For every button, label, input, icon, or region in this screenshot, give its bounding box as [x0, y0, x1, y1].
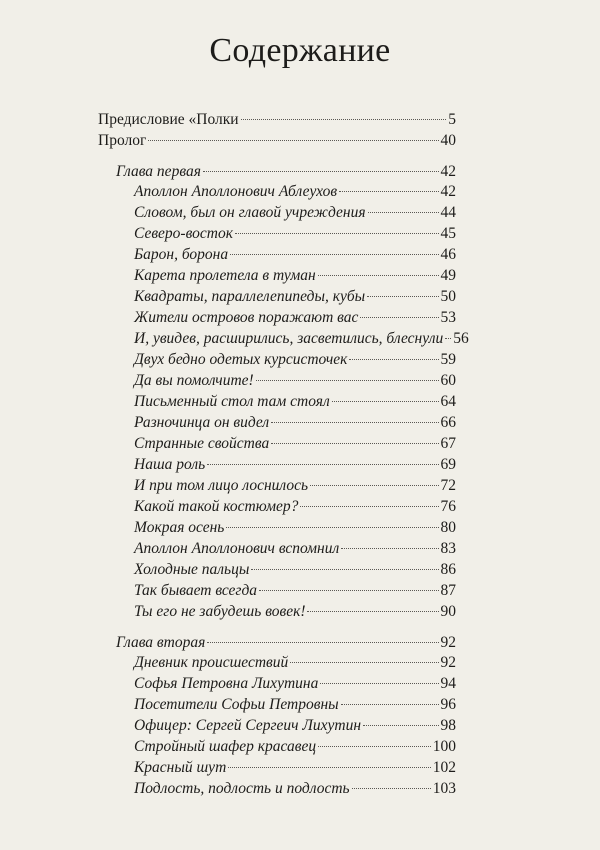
toc-page-number: 92	[440, 634, 456, 651]
toc-entry[interactable]	[134, 371, 456, 391]
dot-leader	[259, 590, 438, 591]
toc-entry[interactable]	[134, 737, 456, 757]
toc-entry-label: Аполлон Аполлонович вспомнил	[134, 540, 340, 557]
toc-entry[interactable]	[134, 476, 456, 496]
toc-entry-label: Наша роль	[134, 456, 206, 473]
toc-entry-label: Ты его не забудешь вовек!	[134, 603, 306, 620]
toc-entry-label: Двух бедно одетых курсисточек	[134, 351, 348, 368]
toc-entry-label: Квадраты, параллелепипеды, кубы	[134, 288, 366, 305]
toc-entry[interactable]	[134, 674, 456, 694]
toc-entry-label: И, увидев, расширились, засветились, блеснули	[134, 330, 444, 347]
toc-page-number: 90	[440, 603, 456, 620]
toc-entry-label: Карета пролетела в туман	[134, 267, 316, 284]
toc-page-number: 56	[453, 330, 469, 347]
toc-entry-label: Мокрая осень	[134, 519, 225, 536]
toc-entry[interactable]	[134, 455, 456, 475]
toc-page-number: 94	[440, 675, 456, 692]
toc-chapter-2[interactable]	[116, 633, 456, 653]
toc-page-number: 87	[440, 582, 456, 599]
toc-page-number: 83	[440, 540, 456, 557]
dot-leader	[207, 464, 438, 465]
toc-entry[interactable]	[134, 539, 456, 559]
toc-page-number: 5	[448, 111, 456, 128]
toc-page-number: 40	[440, 132, 456, 149]
toc-entry-preface[interactable]	[98, 110, 456, 130]
toc-entry-label: Предисловие «Полки	[98, 111, 239, 128]
dot-leader	[226, 527, 438, 528]
dot-leader	[310, 485, 438, 486]
toc-entry-label: Разночинца он видел	[134, 414, 270, 431]
toc-entry[interactable]	[134, 287, 456, 307]
toc-entry[interactable]	[134, 758, 456, 778]
toc-entry-label: Глава первая	[116, 163, 201, 180]
toc-entry[interactable]	[134, 653, 456, 673]
dot-leader	[228, 767, 430, 768]
dot-leader	[368, 212, 439, 213]
toc-entry[interactable]	[134, 224, 456, 244]
dot-leader	[203, 171, 439, 172]
toc-entry-label: Странные свойства	[134, 435, 270, 452]
toc-entry[interactable]	[134, 329, 469, 349]
toc-page-number: 98	[440, 717, 456, 734]
page-title: Содержание	[209, 32, 391, 69]
toc-page-number: 42	[440, 163, 456, 180]
dot-leader	[320, 683, 438, 684]
toc-page-number: 60	[440, 372, 456, 389]
dot-leader	[363, 725, 438, 726]
dot-leader	[241, 119, 447, 120]
toc-page-number: 66	[440, 414, 456, 431]
toc-page-number: 72	[440, 477, 456, 494]
dot-leader	[271, 443, 438, 444]
dot-leader	[235, 233, 439, 234]
toc-page-number: 59	[440, 351, 456, 368]
toc-entry-prologue[interactable]	[98, 131, 456, 151]
dot-leader	[352, 788, 431, 789]
toc-page-number: 46	[440, 246, 456, 263]
dot-leader	[341, 704, 439, 705]
toc-page-number: 69	[440, 456, 456, 473]
toc-entry-label: Северо-восток	[134, 225, 233, 242]
dot-leader	[256, 380, 439, 381]
dot-leader	[290, 662, 438, 663]
dot-leader	[349, 359, 438, 360]
toc-entry-label: Письменный стол там стоял	[134, 393, 330, 410]
toc-entry[interactable]	[134, 581, 456, 601]
toc-entry-label: Офицер: Сергей Сергеич Лихутин	[134, 717, 362, 734]
toc-page-number: 42	[440, 183, 456, 200]
toc-entry-label: Глава вторая	[116, 634, 206, 651]
dot-leader	[207, 642, 438, 643]
dot-leader	[318, 746, 431, 747]
toc-page-number: 96	[440, 696, 456, 713]
dot-leader	[332, 401, 439, 402]
toc-page-number: 50	[440, 288, 456, 305]
toc-entry-label: Красный шут	[134, 759, 227, 776]
toc-entry[interactable]	[134, 497, 456, 517]
toc-entry-label: Так бывает всегда	[134, 582, 258, 599]
toc-entry-label: Пролог	[98, 132, 147, 149]
toc-entry[interactable]	[134, 434, 456, 454]
toc-page-number: 86	[440, 561, 456, 578]
dot-leader	[148, 140, 438, 141]
dot-leader	[307, 611, 438, 612]
toc-page-number: 100	[432, 738, 456, 755]
toc-page-number: 53	[440, 309, 456, 326]
dot-leader	[445, 338, 451, 339]
toc-entry[interactable]	[134, 350, 456, 370]
toc-entry[interactable]	[134, 413, 456, 433]
toc-page-number: 92	[440, 654, 456, 671]
toc-entry-label: И при том лицо лоснилось	[134, 477, 309, 494]
toc-entry[interactable]	[134, 779, 456, 799]
toc-entry[interactable]	[134, 560, 456, 580]
dot-leader	[341, 548, 438, 549]
toc-entry[interactable]	[134, 203, 456, 223]
toc-entry-label: Посетители Софьи Петровны	[134, 696, 339, 713]
toc-page-number: 103	[432, 780, 456, 797]
dot-leader	[360, 317, 438, 318]
toc-page-number: 45	[440, 225, 456, 242]
dot-leader	[251, 569, 438, 570]
dot-leader	[230, 254, 438, 255]
toc-entry[interactable]	[134, 695, 456, 715]
toc-page-number: 80	[440, 519, 456, 536]
toc-entry-label: Жители островов поражают вас	[134, 309, 359, 326]
toc-page-number: 102	[432, 759, 456, 776]
dot-leader	[318, 275, 439, 276]
toc-chapter-1[interactable]	[116, 162, 456, 182]
toc-entry-label: Да вы помолчите!	[134, 372, 254, 389]
toc-entry[interactable]	[134, 266, 456, 286]
toc-entry-label: Какой такой костюмер?	[134, 498, 299, 515]
dot-leader	[300, 506, 438, 507]
toc-entry-label: Подлость, подлость и подлость	[134, 780, 350, 797]
toc-page-number: 64	[440, 393, 456, 410]
toc-page-number: 76	[440, 498, 456, 515]
toc-entry-label: Словом, был он главой учреждения	[134, 204, 366, 221]
toc-entry-label: Софья Петровна Лихутина	[134, 675, 319, 692]
toc-page-number: 67	[440, 435, 456, 452]
toc-entry[interactable]	[134, 245, 456, 265]
dot-leader	[339, 191, 438, 192]
toc-page-number: 44	[440, 204, 456, 221]
toc-entry[interactable]	[134, 392, 456, 412]
toc-entry-label: Барон, борона	[134, 246, 229, 263]
toc-entry-label: Аполлон Аполлонович Аблеухов	[134, 183, 338, 200]
toc-entry[interactable]	[134, 716, 456, 736]
toc-entry-label: Стройный шафер красавец	[134, 738, 317, 755]
dot-leader	[367, 296, 438, 297]
toc-entry[interactable]	[134, 518, 456, 538]
toc-entry-label: Дневник происшествий	[134, 654, 289, 671]
toc-entry-label: Холодные пальцы	[134, 561, 250, 578]
dot-leader	[271, 422, 438, 423]
toc-entry[interactable]	[134, 308, 456, 328]
toc-entry[interactable]	[134, 182, 456, 202]
toc-page-number: 49	[440, 267, 456, 284]
toc-entry[interactable]	[134, 602, 456, 622]
